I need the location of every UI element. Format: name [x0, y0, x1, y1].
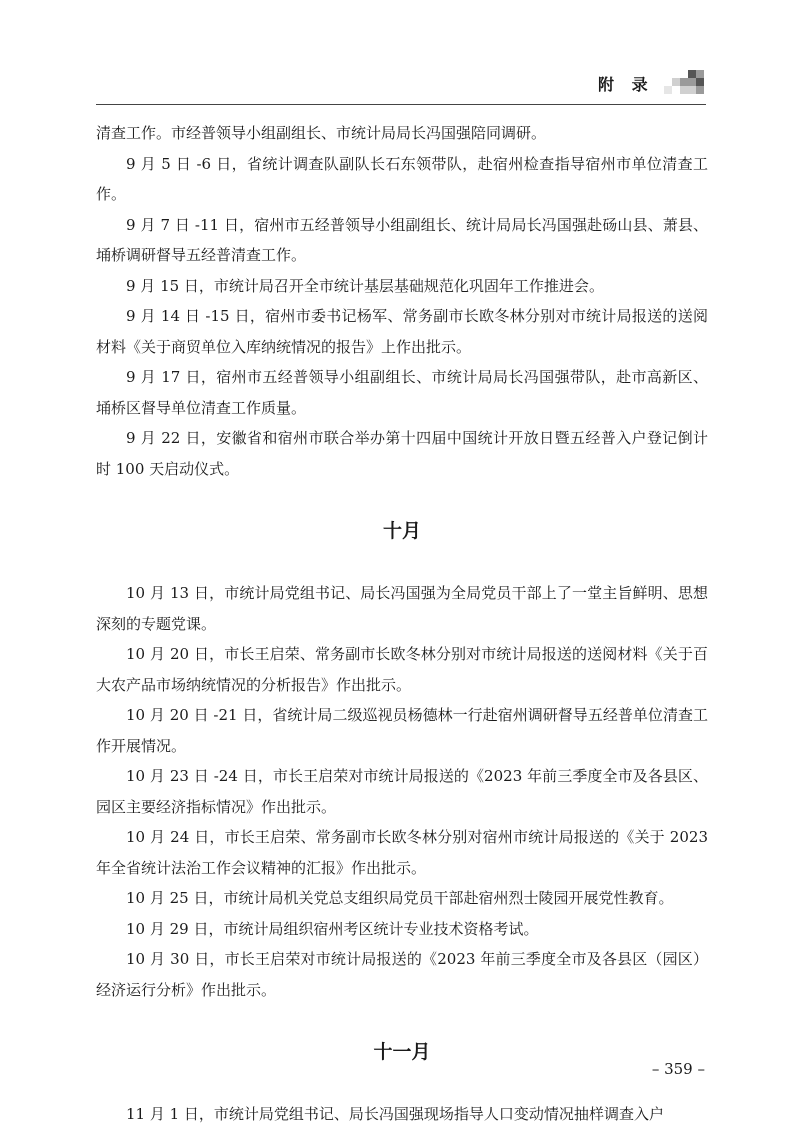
- decorative-squares-icon: [664, 70, 704, 94]
- paragraph: 9 月 5 日 -6 日，省统计调查队副队长石东领带队，赴宿州检查指导宿州市单位清查工作。: [96, 154, 708, 203]
- paragraph: 10 月 20 日 -21 日，省统计局二级巡视员杨德林一行赴宿州调研督导五经普单位清查工作开展情况。: [96, 706, 708, 755]
- paragraph: 11 月 1 日，市统计局党组书记、局长冯国强现场指导人口变动情况抽样调查入户: [126, 1105, 664, 1123]
- paragraph: 9 月 17 日，宿州市五经普领导小组副组长、市统计局局长冯国强带队，赴市高新区、埇桥区督导单位清查工作质量。: [96, 368, 708, 417]
- section-label: 附 录: [598, 75, 654, 94]
- page-number: – 359 –: [651, 1060, 705, 1078]
- paragraph: 9 月 14 日 -15 日，宿州市委书记杨军、常务副市长欧冬林分别对市统计局报送的送阅材料《关于商贸单位入库纳统情况的报告》上作出批示。: [96, 307, 708, 356]
- section-title-october: 十月: [382, 520, 421, 542]
- paragraph: 9 月 15 日，市统计局召开全市统计基层基础规范化巩固年工作推进会。: [126, 276, 604, 295]
- paragraph: 10 月 24 日，市长王启荣、常务副市长欧冬林分别对宿州市统计局报送的《关于 2023 年全省统计法治工作会议精神的汇报》作出批示。: [96, 828, 708, 877]
- paragraph: 10 月 30 日，市长王启荣对市统计局报送的《2023 年前三季度全市及各县区（园区）经济运行分析》作出批示。: [96, 950, 708, 999]
- header-rule: [96, 104, 706, 105]
- paragraph: 10 月 20 日，市长王启荣、常务副市长欧冬林分别对市统计局报送的送阅材料《关于百大农产品市场纳统情况的分析报告》作出批示。: [96, 645, 708, 694]
- paragraph: 10 月 23 日 -24 日，市长王启荣对市统计局报送的《2023 年前三季度全市及各县区、园区主要经济指标情况》作出批示。: [96, 767, 708, 816]
- paragraph: 9 月 7 日 -11 日，宿州市五经普领导小组副组长、统计局局长冯国强赴砀山县、萧县、埇桥调研督导五经普清查工作。: [96, 215, 708, 264]
- paragraph: 10 月 25 日，市统计局机关党总支组织局党员干部赴宿州烈士陵园开展党性教育。: [126, 889, 674, 907]
- section-title-november: 十一月: [373, 1041, 431, 1063]
- paragraph: 9 月 22 日，安徽省和宿州市联合举办第十四届中国统计开放日暨五经普入户登记倒计时 100 天启动仪式。: [96, 429, 708, 478]
- paragraph: 10 月 13 日，市统计局党组书记、局长冯国强为全局党员干部上了一堂主旨鲜明、思想深刻的专题党课。: [96, 584, 708, 633]
- paragraph: 10 月 29 日，市统计局组织宿州考区统计专业技术资格考试。: [126, 919, 539, 938]
- continued-paragraph: 清查工作。市经普领导小组副组长、市统计局局长冯国强陪同调研。: [96, 124, 547, 142]
- page-content: [96, 118, 708, 1130]
